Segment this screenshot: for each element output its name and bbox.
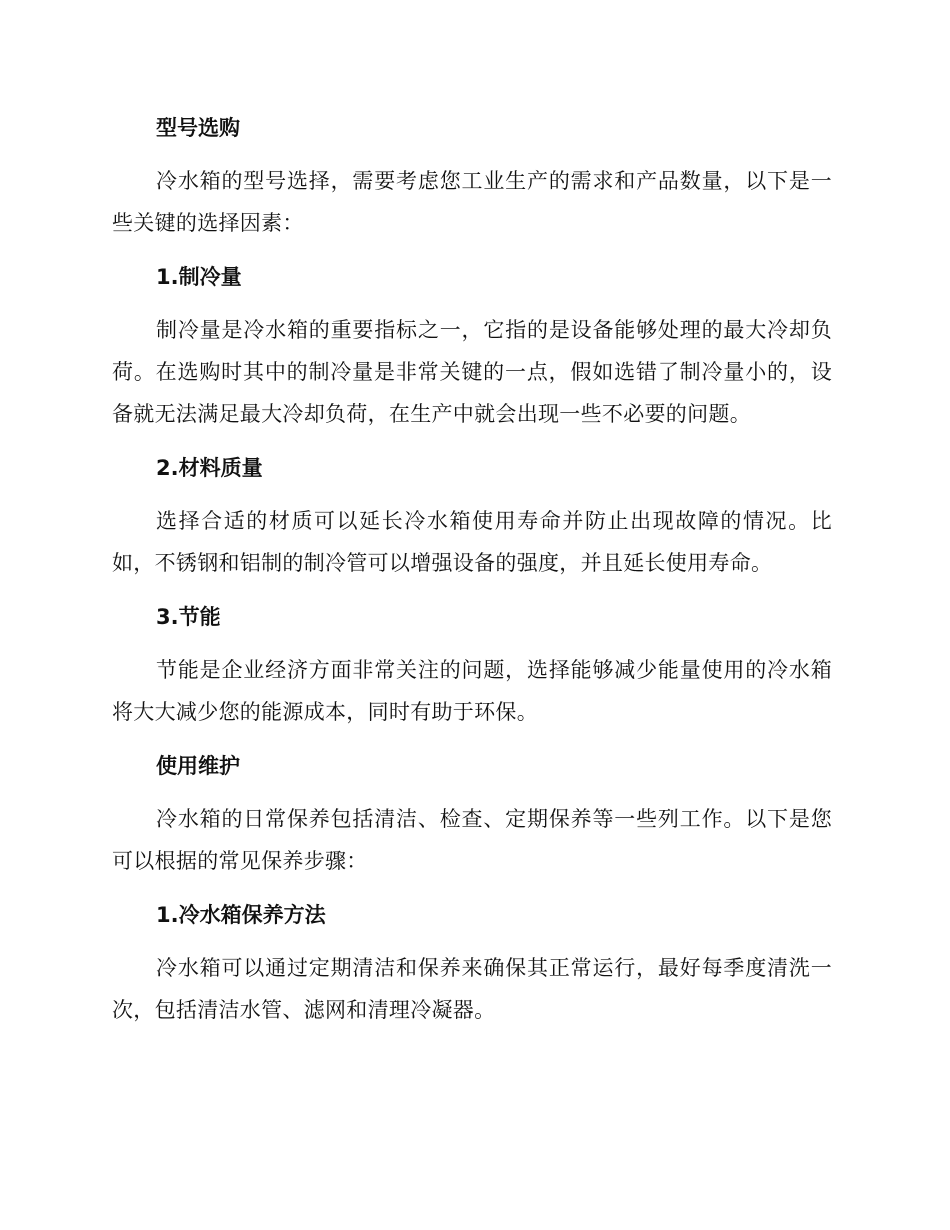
section-heading-maintenance: 使用维护 <box>156 754 240 778</box>
paragraph-energy-saving: 节能是企业经济方面非常关注的问题，选择能够减少能量使用的冷水箱将大大减少您的能源成本，同时有助于环保。 <box>112 658 832 724</box>
paragraph-maintenance: 冷水箱的日常保养包括清洁、检查、定期保养等一些列工作。以下是您可以根据的常见保养步骤： <box>112 807 832 873</box>
paragraph-maintenance-method: 冷水箱可以通过定期清洁和保养来确保其正常运行，最好每季度清洗一次，包括清洁水管、滤网和清理冷凝器。 <box>112 956 832 1022</box>
section-heading-maintenance-method: 1.冷水箱保养方法 <box>156 903 326 927</box>
paragraph-material-quality: 选择合适的材质可以延长冷水箱使用寿命并防止出现故障的情况。比如，不锈钢和铝制的制冷管可以增强设备的强度，并且延长使用寿命。 <box>112 509 832 575</box>
section-heading-energy-saving: 3.节能 <box>156 605 221 629</box>
section-heading-model-selection: 型号选购 <box>156 116 240 140</box>
paragraph-model-selection: 冷水箱的型号选择，需要考虑您工业生产的需求和产品数量，以下是一些关键的选择因素： <box>112 169 832 235</box>
section-heading-cooling-capacity: 1.制冷量 <box>156 265 242 289</box>
paragraph-cooling-capacity: 制冷量是冷水箱的重要指标之一，它指的是设备能够处理的最大冷却负荷。在选购时其中的制冷量是非常关键的一点，假如选错了制冷量小的，设备就无法满足最大冷却负荷，在生产中就会出现一些不必要的问题。 <box>112 318 832 426</box>
section-heading-material-quality: 2.材料质量 <box>156 456 263 480</box>
